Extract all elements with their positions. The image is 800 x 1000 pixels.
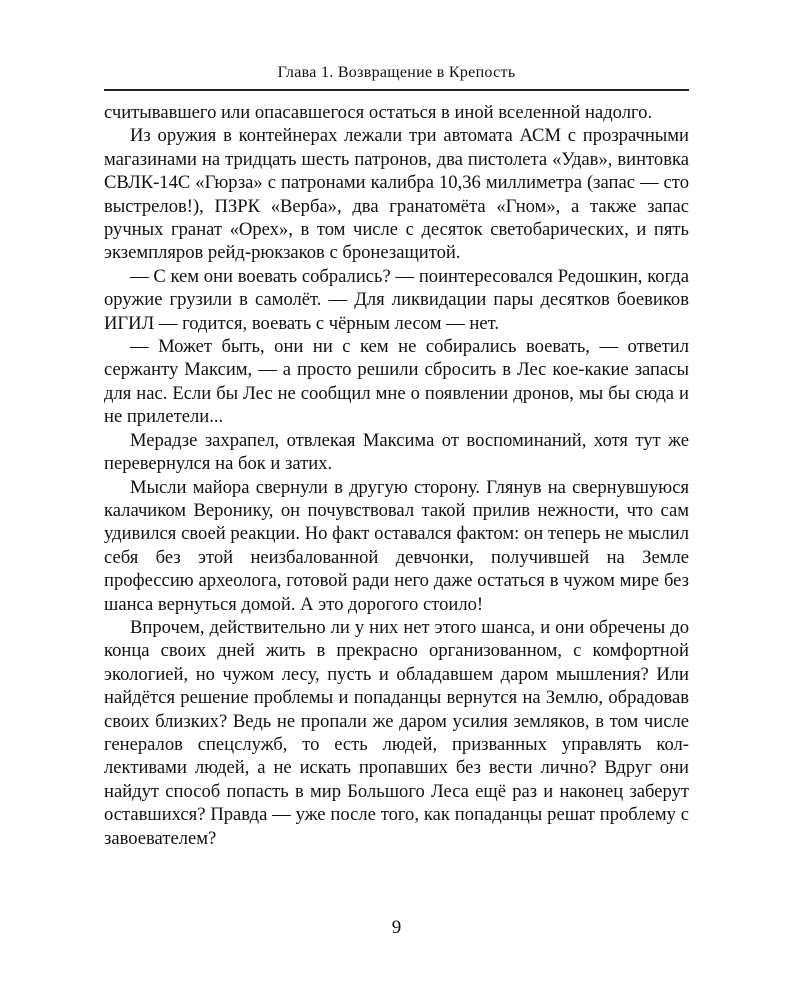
page-body (104, 101, 689, 850)
paragraph-7: Впрочем, действительно ли у них нет этого шанса, и они обречены до конца своих дней жить в прекрасно организованном, с комфортной экологией, но чужом лесу, пусть и обладавшем даром мышления? Или найдётся решение проблемы и попаданцы вернутся на Землю, обрадовав своих близких? Ведь не пропали же даром усилия земляков, в том числе генералов спецслужб, то есть людей, призванных управлять коллективами людей, а не искать пропавших без вести лично? Вдруг они найдут способ попасть в мир Большого Леса ещё раз и наконец заберут оставшихся? Правда — уже после того, как попаданцы решат проблему с завоевателем? (104, 616, 689, 849)
running-head: Глава 1. Возвращение в Крепость (277, 64, 516, 81)
paragraph-4: — Может быть, они ни с кем не собирались воевать, — ответил сержанту Максим, — а просто решили сбросить в Лес кое-какие запасы для нас. Если бы Лес не сообщил мне о появлении дронов, мы бы сюда и не прилетели... (104, 336, 689, 428)
paragraph-5: Мерадзе захрапел, отвлекая Максима от воспоминаний, хотя тут же перевернулся на бок и затих. (104, 429, 689, 475)
paragraph-3: — С кем они воевать собрались? — поинтересовался Редошкин, когда оружие грузили в самолёт. — Для ликвидации пары десятков боевиков ИГИЛ — годится, воевать с чёрным лесом — нет. (104, 265, 689, 334)
page-number: 9 (391, 917, 402, 938)
header-rule (104, 89, 689, 91)
paragraph-2: Из оружия в контейнерах лежали три автомата АСМ с прозрачными магазинами на тридцать шесть патронов, два пистолета «Удав», винтовка СВЛК-14С «Гюрза» с патронами калибра 10,36 миллиметра (запас — сто выстрелов!), ПЗРК «Верба», два гранатомёта «Гном», а также запас ручных гранат «Орех», в том числе с десяток светобарических, и пять экземпляров рейд-рюкзаков с бронезащитой. (104, 125, 689, 264)
paragraph-1: считывавшего или опасавшегося остаться в иной вселенной надолго. (104, 102, 653, 123)
paragraph-6: Мысли майора свернули в другую сторону. Глянув на свернувшуюся калачиком Веронику, он почувствовал такой прилив нежности, что сам удивился своей реакции. Но факт оставался фактом: он теперь не мыслил себя без этой неизбалованной девчонки, получившей на Земле профессию археолога, готовой ради него даже остаться в чужом мире без шанса вернуться домой. А это дорогого стоило! (104, 476, 689, 615)
